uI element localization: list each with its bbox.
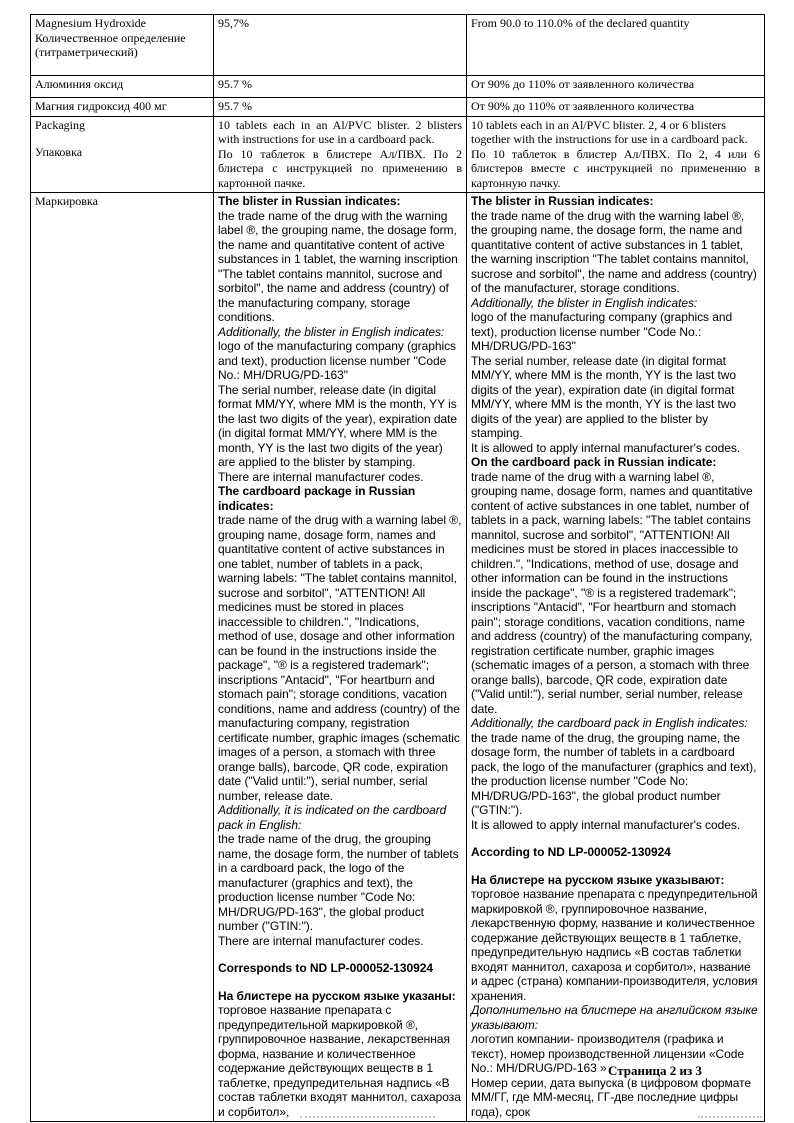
packaging-label-en: Packaging (35, 117, 85, 132)
paragraph: The blister in Russian indicates: (218, 194, 401, 208)
spec-row (31, 76, 765, 98)
packaging-new-ru: По 10 таблеток в блистер Ал/ПВХ. По 2, 4 или 6 блистеров вместе с инструкцией по применению в картонную пачку. (471, 146, 760, 190)
requirement-cell: От 90% до 110% от заявленного количества (467, 76, 765, 98)
paragraph: the trade name of the drug with the warning label ®, the grouping name, the dosage form, the name and quantitative content of active substances in 1 tablet, the warning inscription "The tablet contains mannitol, sucrose and sorbitol", the name and address (country) of the manufacturer, storage conditions. (471, 208, 757, 295)
paragraph: торговое название препарата с предупредительной маркировкой ®, группировочное название, лекарственную форму, название и количественное содержание действующих веществ в 1 таблетке, предупредительную надпись «В состав таблетки входят маннитол, сахароза и сорбитол», название и адрес (страна) компании-производителя, условия хранения. (471, 887, 758, 1003)
paragraph (218, 976, 462, 989)
packaging-old-ru: По 10 таблеток в блистере Ал/ПВХ. По 2 блистера с инструкцией по применению в картонной пачке. (218, 146, 462, 190)
paragraph: На блистере на русском языке указывают: (471, 872, 725, 887)
param-cell: Магния гидроксид 400 мг (31, 98, 214, 117)
paragraph: Дополнительно на блистере на английском языке указывают: (471, 1003, 758, 1032)
scan-artifact (300, 1116, 435, 1118)
paragraph (471, 860, 760, 873)
paragraph: It is allowed to apply internal manufacturer's codes. (471, 817, 741, 832)
paragraph: logo of the manufacturing company (graphics and text), production license number "Code No.: MH/DRUG/PD-163" (218, 339, 456, 382)
param-line: Magnesium Hydroxide (35, 16, 146, 30)
paragraph: Additionally, the blister in English indicates: (218, 324, 445, 339)
paragraph: логотип компании- производителя (графика и текст), номер производственной лицензии «Code No.: MH/DRUG/PD-163 » (471, 1032, 744, 1075)
paragraph: Номер серии, дата выпуска (в цифровом формате ММ/ГГ, где ММ-месяц, ГГ-две последние цифры года), срок (471, 1075, 752, 1119)
paragraph: logo of the manufacturing company (graphics and text), production license number "Code No.: MH/DRUG/PD-163" (471, 310, 733, 353)
paragraph: It is allowed to apply internal manufacturer's codes. (471, 440, 741, 455)
paragraph: the trade name of the drug with the warning label ®, the grouping name, the dosage form, the name and quantitative content of active substances in 1 tablet, the warning inscription "The tablet contains mannitol, sucrose and sorbitol", the name and address (country) of the manufacturing company, storage conditions. (218, 208, 458, 324)
marking-row (31, 193, 765, 1122)
marking-label-cell (31, 193, 214, 1122)
paragraph: The blister in Russian indicates: (471, 194, 654, 208)
paragraph: Additionally, it is indicated on the cardboard pack in English: (218, 803, 447, 832)
marking-label: Маркировка (35, 194, 98, 208)
packaging-label-ru: Упаковка (35, 145, 83, 159)
paragraph: the trade name of the drug, the grouping name, the dosage form, the number of tablets in a cardboard pack, the logo of the manufacturer (graphics and text), the production license number "Code No: MH/DRUG/PD-163", the global product number ("GTIN:"). (218, 832, 459, 933)
paragraph: The serial number, release date (in digital format MM/YY, where MM is the month, YY is the last two digits of the year), expiration date (in digital format MM/YY, where MM is the month, YY is the last two digits of the year) are applied to the blister by stamping. (218, 382, 458, 469)
requirement-cell: From 90.0 to 110.0% of the declared quantity (467, 15, 765, 76)
paragraph: На блистере на русском языке указаны: (218, 988, 456, 1003)
paragraph: trade name of the drug with a warning label ®, grouping name, dosage form, names and quantitative content of active substances in one tablet, number of tablets in a pack, warning labels: "The tablet contains mannitol, sucrose and sorbitol", "ATTENTION! All medicines must be stored in places inaccessible to children.", "Indications, method of use, dosage and other information can be found in the instructions inside the package", "® is a registered trademark"; inscriptions "Antacid", "For heartburn and stomach pain"; storage conditions, vacation conditions, name and address (country) of the manufacturing company, registration certificate number, graphic images (schematic images of a person, a stomach with three orange balls), barcode, QR code, expiration date ("Valid until:"), serial number, serial number, release date. (471, 469, 753, 716)
paragraph: On the cardboard pack in Russian indicate: (471, 455, 717, 469)
result-cell: 95.7 % (214, 98, 467, 117)
paragraph: Corresponds to ND LP-000052-130924 (218, 961, 434, 975)
paragraph: There are internal manufacturer codes. (218, 469, 424, 484)
paragraph: trade name of the drug with a warning label ®, grouping name, dosage form, names and quantitative content of active substances in one tablet, number of tablets in a pack, warning labels: "The tablet contains mannitol, sucrose and sorbitol", "ATTENTION! All medicines must be stored in places inaccessible to children.", "Indications, method of use, dosage and other information can be found in the instructions inside the package", "® is a registered trademark"; inscriptions "Antacid", "For heartburn and stomach pain"; storage conditions, vacation conditions, name and address (country) of the manufacturing company, registration certificate number, graphic images (schematic images of a person, a stomach with three orange balls), barcode, QR code, expiration date ("Valid until:"), serial number, serial number, release date. (218, 513, 462, 803)
spec-row (31, 98, 765, 117)
paragraph: According to ND LP-000052-130924 (471, 845, 671, 859)
marking-new-column (467, 193, 765, 1122)
packaging-old-cell (214, 116, 467, 193)
paragraph: торговое название препарата с предупредительной маркировкой ®, группировочное название, лекарственная форма, название и количественное содержание действующих веществ в 1 таблетке, предупредительная надпись «В состав таблетки входят маннитол, сахароза и сорбитол», (218, 1003, 461, 1119)
paragraph (218, 948, 462, 961)
param-line: Количественное определение (35, 30, 186, 45)
spec-row (31, 15, 765, 76)
packaging-old-en: 10 tablets each in an Al/PVC blister. 2 blisters with instructions for use in a cardboard pack. (218, 117, 462, 146)
param-line: (титраметрический) (35, 45, 138, 59)
packaging-row (31, 116, 765, 193)
page-number: Страница 2 из 3 (608, 1063, 702, 1078)
result-cell: 95.7 % (214, 76, 467, 98)
comparison-table (30, 14, 765, 1122)
result-cell: 95,7% (214, 15, 467, 76)
scan-artifact (698, 1116, 762, 1118)
paragraph: The cardboard package in Russian indicates: (218, 484, 416, 513)
param-cell: Алюминия оксид (31, 76, 214, 98)
paragraph: The serial number, release date (in digital format MM/YY, where MM is the month, YY is the last two digits of the year), expiration date (in digital format MM/YY, where MM is the month, YY is the last two digits of the year) are applied to the blister by stamping. (471, 353, 737, 440)
requirement-cell: От 90% до 110% от заявленного количества (467, 98, 765, 117)
param-cell (31, 15, 214, 76)
paragraph: There are internal manufacturer codes. (218, 933, 424, 948)
paragraph: the trade name of the drug, the grouping name, the dosage form, the number of tablets in a cardboard pack, the logo of the manufacturer (graphics and text), the production license number "Code No: MH/DRUG/PD-163", the global product number ("GTIN:"). (471, 730, 757, 817)
packaging-new-en: 10 tablets each in an Al/PVC blister. 2, 4 or 6 blisters together with the instructions for use in a cardboard pack. (471, 117, 748, 146)
packaging-new-cell (467, 116, 765, 193)
marking-old-column (214, 193, 467, 1122)
paragraph: Additionally, the cardboard pack in English indicates: (471, 716, 748, 730)
paragraph: Additionally, the blister in English indicates: (471, 295, 698, 310)
packaging-label-cell (31, 116, 214, 193)
paragraph (471, 832, 760, 845)
